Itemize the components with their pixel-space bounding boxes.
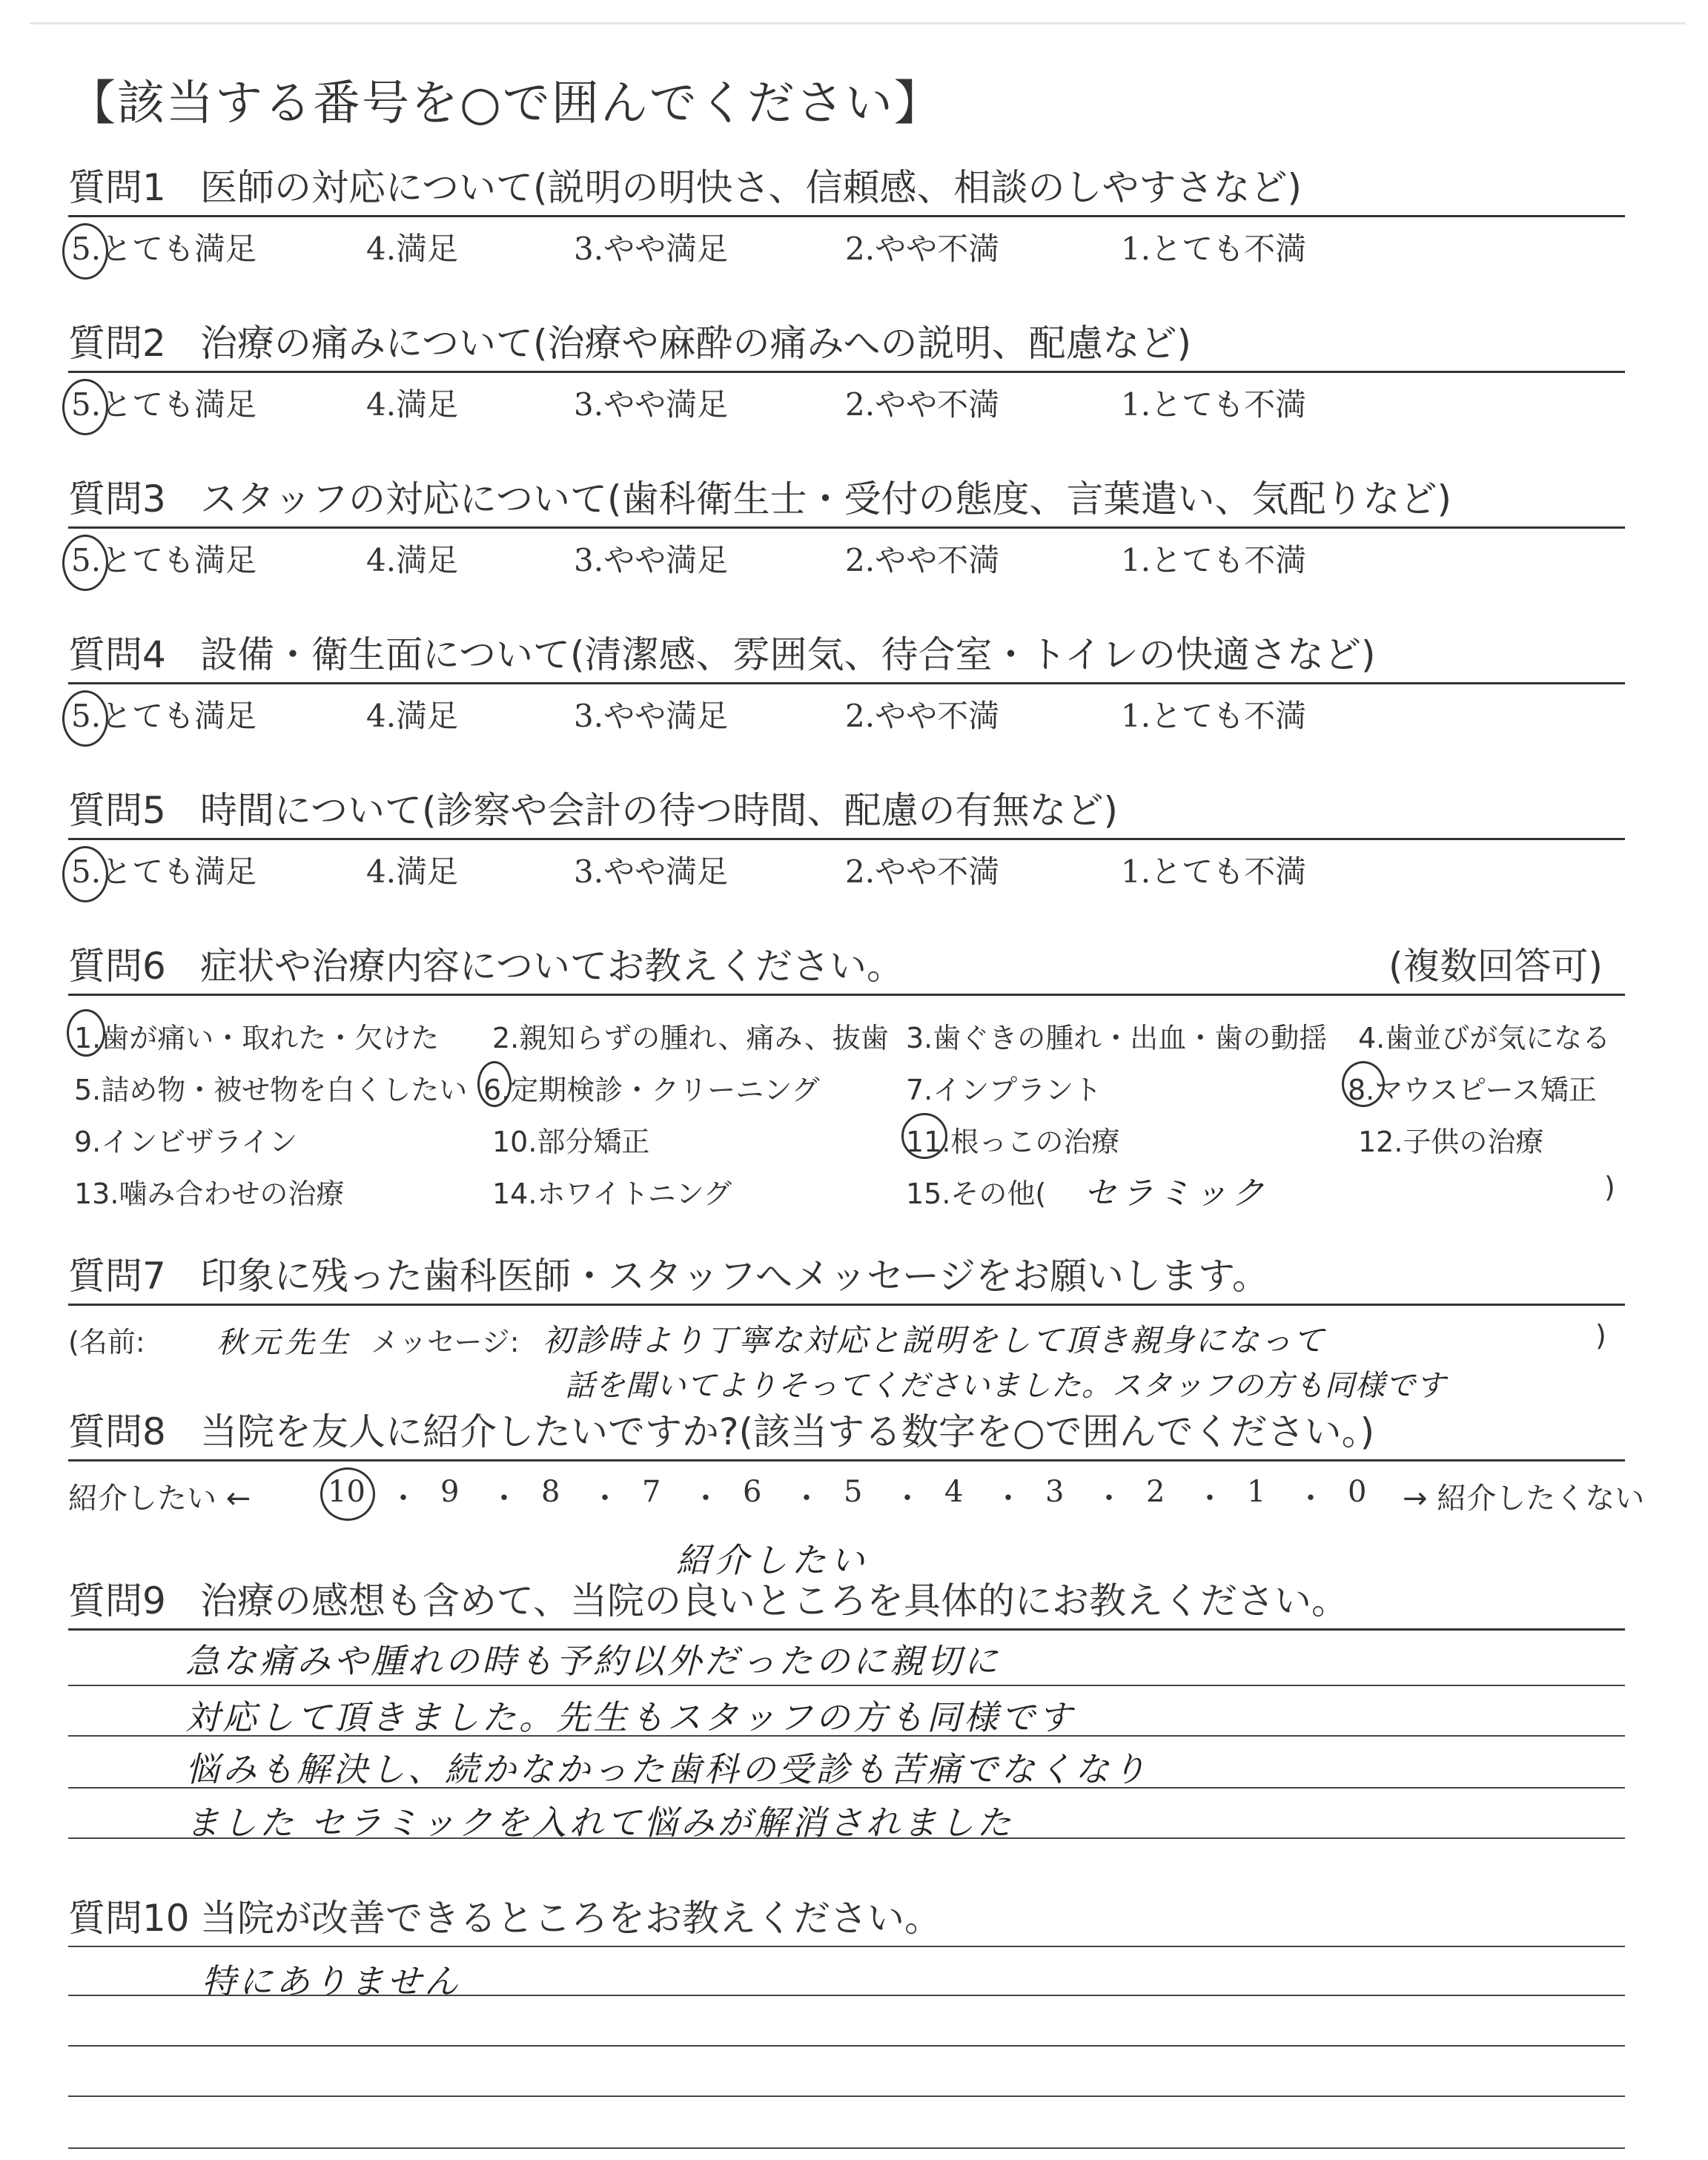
option-5[interactable]: 5.とても満足	[71, 542, 257, 578]
scale-dot: ・	[691, 1482, 721, 1516]
question-8	[68, 1409, 1645, 1580]
question-number: 質問10	[68, 1897, 190, 1940]
rating-options	[68, 840, 1625, 892]
message-label: メッセージ:	[371, 1326, 520, 1358]
symptom-option-10[interactable]: 10.部分矯正	[492, 1126, 650, 1158]
option-2[interactable]: 2.やや不満	[845, 542, 1000, 578]
question-number: 質問9	[68, 1579, 166, 1622]
comment-line-4: ました セラミックを入れて悩みが解消されました	[185, 1803, 1014, 1843]
question-5	[68, 787, 1625, 892]
option-5[interactable]: 5.とても満足	[71, 698, 257, 734]
option-2[interactable]: 2.やや不満	[845, 386, 1000, 423]
symptom-option-11[interactable]: 11.根っこの治療	[906, 1126, 1120, 1158]
question-title: 設備・衛生面について(清潔感、雰囲気、待合室・トイレの快適さなど)	[200, 633, 1376, 676]
symptom-option-4[interactable]: 4.歯並びが気になる	[1358, 1022, 1611, 1054]
option-1[interactable]: 1.とても不満	[1121, 542, 1307, 578]
question-title: 当院を友人に紹介したいですか?(該当する数字を○で囲んでください。)	[200, 1410, 1375, 1453]
rating-options	[68, 217, 1625, 269]
symptom-options	[68, 996, 1625, 1212]
question-1	[68, 165, 1625, 269]
symptom-option-6[interactable]: 6.定期検診・クリーニング	[483, 1074, 820, 1106]
name-label: (名前:	[68, 1326, 145, 1358]
question-number: 質問5	[68, 789, 166, 832]
question-title: 治療の感想も含めて、当院の良いところを具体的にお教えください。	[200, 1579, 1348, 1622]
question-title: 時間について(診察や会計の待つ時間、配慮の有無など)	[200, 789, 1119, 832]
question-title: 治療の痛みについて(治療や麻酔の痛みへの説明、配慮など)	[200, 322, 1192, 365]
message-line-1: 初診時より丁寧な対応と説明をして頂き親身になって	[543, 1322, 1326, 1358]
top-border	[30, 22, 1686, 24]
question-number: 質問2	[68, 322, 166, 365]
comment-line-2: 対応して頂きました。先生もスタッフの方も同様です	[185, 1697, 1075, 1737]
scale-dot: ・	[388, 1482, 418, 1516]
answer-rule	[68, 2147, 1625, 2149]
recommend-left-label: 紹介したい ←	[68, 1482, 251, 1516]
scale-8[interactable]: 8	[541, 1475, 560, 1509]
scale-2[interactable]: 2	[1146, 1475, 1165, 1509]
option-3[interactable]: 3.やや満足	[574, 231, 729, 267]
option-2[interactable]: 2.やや不満	[845, 698, 1000, 734]
question-3	[68, 476, 1625, 581]
scale-dot: ・	[993, 1482, 1023, 1516]
question-title: 症状や治療内容についてお教えください。	[200, 945, 904, 988]
option-1[interactable]: 1.とても不満	[1121, 231, 1307, 267]
symptom-option-7[interactable]: 7.インプラント	[906, 1074, 1102, 1106]
recommend-handwritten: 紹介したい	[676, 1540, 869, 1580]
comment-rule	[68, 1787, 1625, 1789]
question-number: 質問8	[68, 1410, 166, 1453]
symptom-option-12[interactable]: 12.子供の治療	[1358, 1126, 1544, 1158]
option-4[interactable]: 4.満足	[366, 853, 459, 890]
question-6	[68, 943, 1625, 1212]
option-1[interactable]: 1.とても不満	[1121, 853, 1307, 890]
option-3[interactable]: 3.やや満足	[574, 542, 729, 578]
answer-rule	[68, 1995, 1625, 1996]
comment-line-3: 悩みも解決し、続かなかった歯科の受診も苦痛でなくなり	[185, 1749, 1149, 1789]
multiple-answer-note: (複数回答可)	[1388, 945, 1603, 988]
question-number: 質問3	[68, 478, 166, 521]
option-5[interactable]: 5.とても満足	[71, 231, 257, 267]
survey-header: 【該当する番号を○で囲んでください】	[68, 76, 943, 131]
question-number: 質問1	[68, 166, 166, 209]
comment-line-1: 急な痛みや腫れの時も予約以外だったのに親切に	[185, 1641, 1001, 1681]
improvement-answer: 特にありません	[202, 1961, 461, 2001]
recommend-right-label: → 紹介したくない	[1403, 1482, 1645, 1516]
question-title: 当院が改善できるところをお教えください。	[200, 1897, 941, 1940]
option-3[interactable]: 3.やや満足	[574, 386, 729, 423]
scale-0[interactable]: 0	[1348, 1475, 1367, 1509]
question-7	[68, 1253, 1625, 1403]
symptom-option-9[interactable]: 9.インビザライン	[74, 1126, 298, 1158]
comment-rule	[68, 1685, 1625, 1686]
comment-rule	[68, 1837, 1625, 1839]
answer-rule	[68, 2045, 1625, 2047]
symptom-option-2[interactable]: 2.親知らずの腫れ、痛み、抜歯	[492, 1022, 889, 1054]
scale-dot: ・	[590, 1482, 620, 1516]
option-1[interactable]: 1.とても不満	[1121, 386, 1307, 423]
scale-6[interactable]: 6	[743, 1475, 762, 1509]
option-4[interactable]: 4.満足	[366, 231, 459, 267]
divider	[68, 1946, 1625, 1947]
rating-options	[68, 684, 1625, 736]
scale-dot: ・	[1094, 1482, 1124, 1516]
rating-options	[68, 373, 1625, 425]
symptom-option-15[interactable]: 15.その他(	[906, 1178, 1047, 1210]
option-2[interactable]: 2.やや不満	[845, 231, 1000, 267]
symptom-option-1[interactable]: 1.歯が痛い・取れた・欠けた	[74, 1022, 440, 1054]
doctor-name-handwritten: 秋元先生	[216, 1326, 353, 1360]
question-title: スタッフの対応について(歯科衛生士・受付の態度、言葉遣い、気配りなど)	[200, 478, 1452, 521]
question-number: 質問7	[68, 1255, 166, 1298]
scale-10[interactable]: 10	[328, 1475, 365, 1509]
scale-1[interactable]: 1	[1247, 1475, 1266, 1509]
scale-4[interactable]: 4	[944, 1475, 964, 1509]
symptom-option-13[interactable]: 13.噛み合わせの治療	[74, 1178, 345, 1210]
divider	[68, 1628, 1625, 1631]
option-5[interactable]: 5.とても満足	[71, 386, 257, 423]
comment-rule	[68, 1735, 1625, 1737]
scale-dot: ・	[489, 1482, 519, 1516]
question-4	[68, 632, 1625, 736]
option-4[interactable]: 4.満足	[366, 386, 459, 423]
option-1[interactable]: 1.とても不満	[1121, 698, 1307, 734]
question-9	[68, 1578, 1625, 1631]
question-number: 質問6	[68, 945, 166, 988]
question-title: 印象に残った歯科医師・スタッフへメッセージをお願いします。	[200, 1255, 1269, 1298]
option-4[interactable]: 4.満足	[366, 542, 459, 578]
other-answer-handwritten: セラミック	[1084, 1175, 1269, 1212]
question-2	[68, 320, 1625, 425]
option-3[interactable]: 3.やや満足	[574, 853, 729, 890]
scale-9[interactable]: 9	[440, 1475, 460, 1509]
message-area	[68, 1306, 1625, 1403]
scale-dot: ・	[792, 1482, 821, 1516]
question-title: 医師の対応について(説明の明快さ、信頼感、相談のしやすさなど)	[200, 166, 1302, 209]
question-number: 質問4	[68, 633, 166, 676]
option-3[interactable]: 3.やや満足	[574, 698, 729, 734]
symptom-option-5[interactable]: 5.詰め物・被せ物を白くしたい	[74, 1074, 468, 1106]
other-close-paren: )	[1604, 1171, 1615, 1203]
symptom-option-3[interactable]: 3.歯ぐきの腫れ・出血・歯の動揺	[906, 1022, 1328, 1054]
answer-rule	[68, 2095, 1625, 2097]
recommend-scale	[68, 1462, 1645, 1528]
scale-dot: ・	[1195, 1482, 1225, 1516]
message-close-paren: )	[1595, 1319, 1606, 1352]
scale-5[interactable]: 5	[844, 1475, 863, 1509]
option-5[interactable]: 5.とても満足	[71, 853, 257, 890]
scale-7[interactable]: 7	[642, 1475, 661, 1509]
message-line-2: 話を聞いてよりそってくださいました。スタッフの方も同様です	[565, 1369, 1446, 1403]
option-2[interactable]: 2.やや不満	[845, 853, 1000, 890]
scale-dot: ・	[1296, 1482, 1325, 1516]
scale-dot: ・	[893, 1482, 922, 1516]
symptom-option-14[interactable]: 14.ホワイトニング	[492, 1178, 732, 1210]
scale-3[interactable]: 3	[1045, 1475, 1065, 1509]
question-10	[68, 1895, 1625, 1947]
rating-options	[68, 529, 1625, 581]
symptom-option-8[interactable]: 8.マウスピース矯正	[1348, 1074, 1597, 1106]
option-4[interactable]: 4.満足	[366, 698, 459, 734]
